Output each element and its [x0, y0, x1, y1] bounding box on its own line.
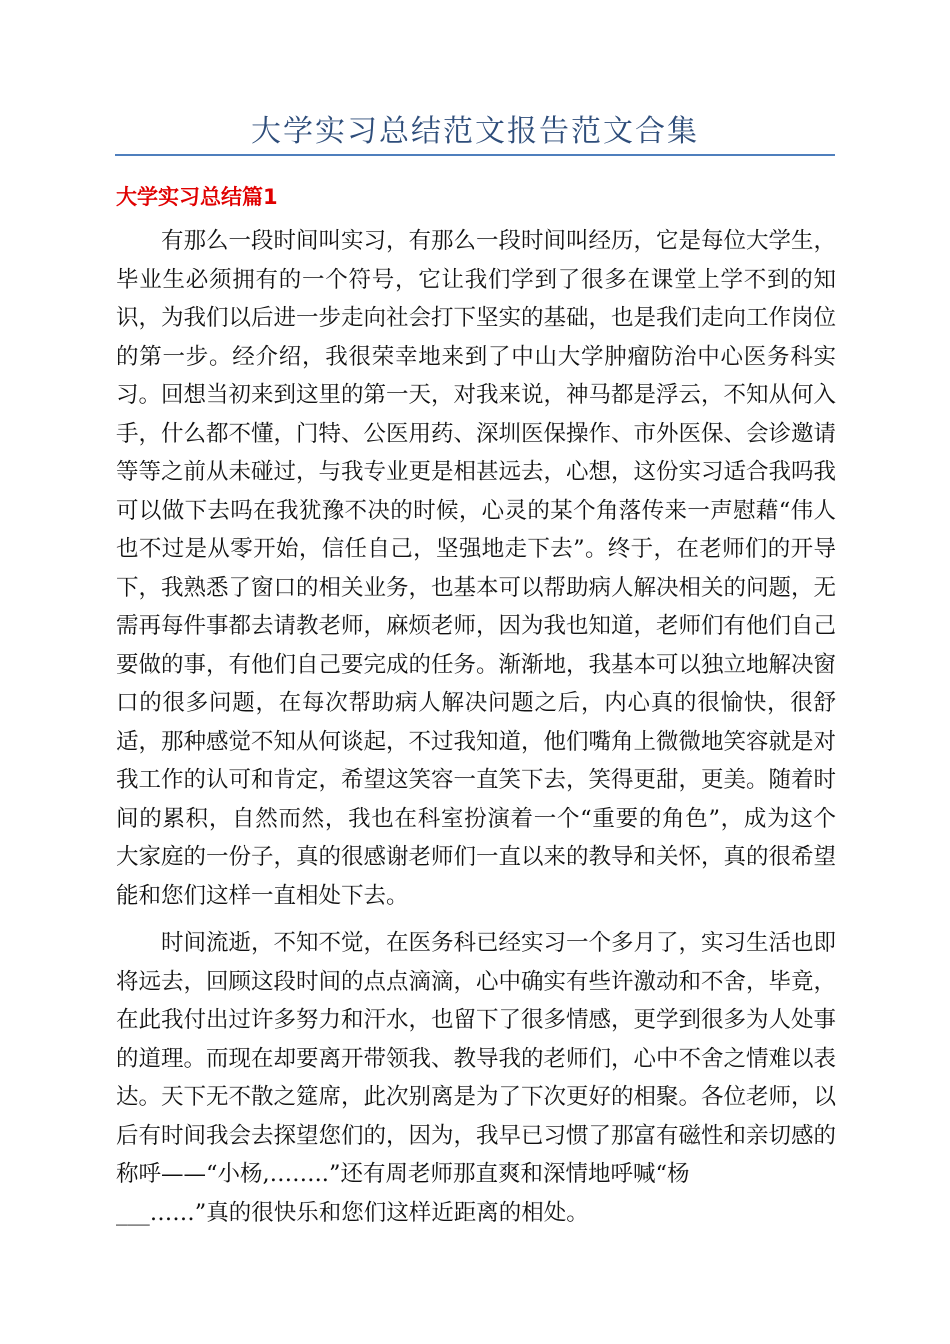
- paragraph-line: 适，那种感觉不知从何谈起，不过我知道，他们嘴角上微微地笑容就是对: [116, 728, 837, 755]
- paragraph-line: 也不过是从零开始，信任自己，坚强地走下去”。终于，在老师们的开导: [116, 536, 836, 562]
- paragraph-line: 可以做下去吗在我犹豫不决的时候，心灵的某个角落传来一声慰藉“伟人: [116, 497, 836, 524]
- section-heading: 大学实习总结篇1: [116, 185, 278, 209]
- paragraph-line: 称呼——“小杨,……..”还有周老师那直爽和深情地呼喊“杨: [116, 1161, 690, 1187]
- paragraph-line: 时间流逝，不知不觉，在医务科已经实习一个多月了，实习生活也即: [161, 930, 837, 956]
- paragraph-line: 口的很多问题，在每次帮助病人解决问题之后，内心真的很愉快，很舒: [116, 690, 836, 716]
- paragraph-line: 等等之前从未碰过，与我专业更是相甚远去，心想，这份实习适合我吗我: [116, 459, 837, 485]
- paragraph-line: 毕业生必须拥有的一个符号，它让我们学到了很多在课堂上学不到的知: [116, 266, 836, 293]
- paragraph-line: 在此我付出过许多努力和汗水，也留下了很多情感，更学到很多为人处事: [116, 1007, 837, 1033]
- paragraph-line: 习。回想当初来到这里的第一天，对我来说，神马都是浮云，不知从何入: [116, 382, 837, 408]
- paragraph-1: [116, 222, 836, 915]
- paragraph-line: 我工作的认可和肯定，希望这笑容一直笑下去，笑得更甜，更美。随着时: [116, 767, 837, 793]
- paragraph-line: 大家庭的一份子，真的很感谢老师们一直以来的教导和关怀，真的很希望: [116, 844, 837, 870]
- paragraph-line: ___……”真的很快乐和您们这样近距离的相处。: [116, 1199, 589, 1226]
- paragraph-line: 间的累积，自然而然，我也在科室扮演着一个“重要的角色”，成为这个: [116, 805, 836, 832]
- paragraph-line: 后有时间我会去探望您们的，因为，我早已习惯了那富有磁性和亲切感的: [116, 1122, 837, 1149]
- paragraph-2: [116, 924, 836, 1232]
- document-title: 大学实习总结范文报告范文合集: [251, 114, 699, 149]
- title-underline: [115, 154, 835, 156]
- paragraph-line: 手，什么都不懂，门特、公医用药、深圳医保操作、市外医保、会诊邀请: [116, 420, 837, 447]
- paragraph-line: 需再每件事都去请教老师，麻烦老师，因为我也知道，老师们有他们自己: [116, 613, 837, 639]
- paragraph-line: 要做的事，有他们自己要完成的任务。渐渐地，我基本可以独立地解决窗: [116, 651, 837, 678]
- paragraph-line: 达。天下无不散之筵席，此次别离是为了下次更好的相聚。各位老师，以: [116, 1084, 837, 1110]
- paragraph-line: 有那么一段时间叫实习，有那么一段时间叫经历，它是每位大学生，: [161, 228, 837, 254]
- paragraph-line: 下，我熟悉了窗口的相关业务，也基本可以帮助病人解决相关的问题，无: [116, 574, 837, 601]
- paragraph-line: 能和您们这样一直相处下去。: [116, 882, 409, 909]
- paragraph-line: 的道理。而现在却要离开带领我、教导我的老师们，心中不舍之情难以表: [116, 1045, 837, 1072]
- paragraph-line: 的第一步。经介绍，我很荣幸地来到了中山大学肿瘤防治中心医务科实: [116, 343, 836, 370]
- paragraph-line: 将远去，回顾这段时间的点点滴滴，心中确实有些许激动和不舍，毕竟，: [116, 968, 837, 995]
- paragraph-line: 识，为我们以后进一步走向社会打下坚实的基础，也是我们走向工作岗位: [116, 305, 837, 331]
